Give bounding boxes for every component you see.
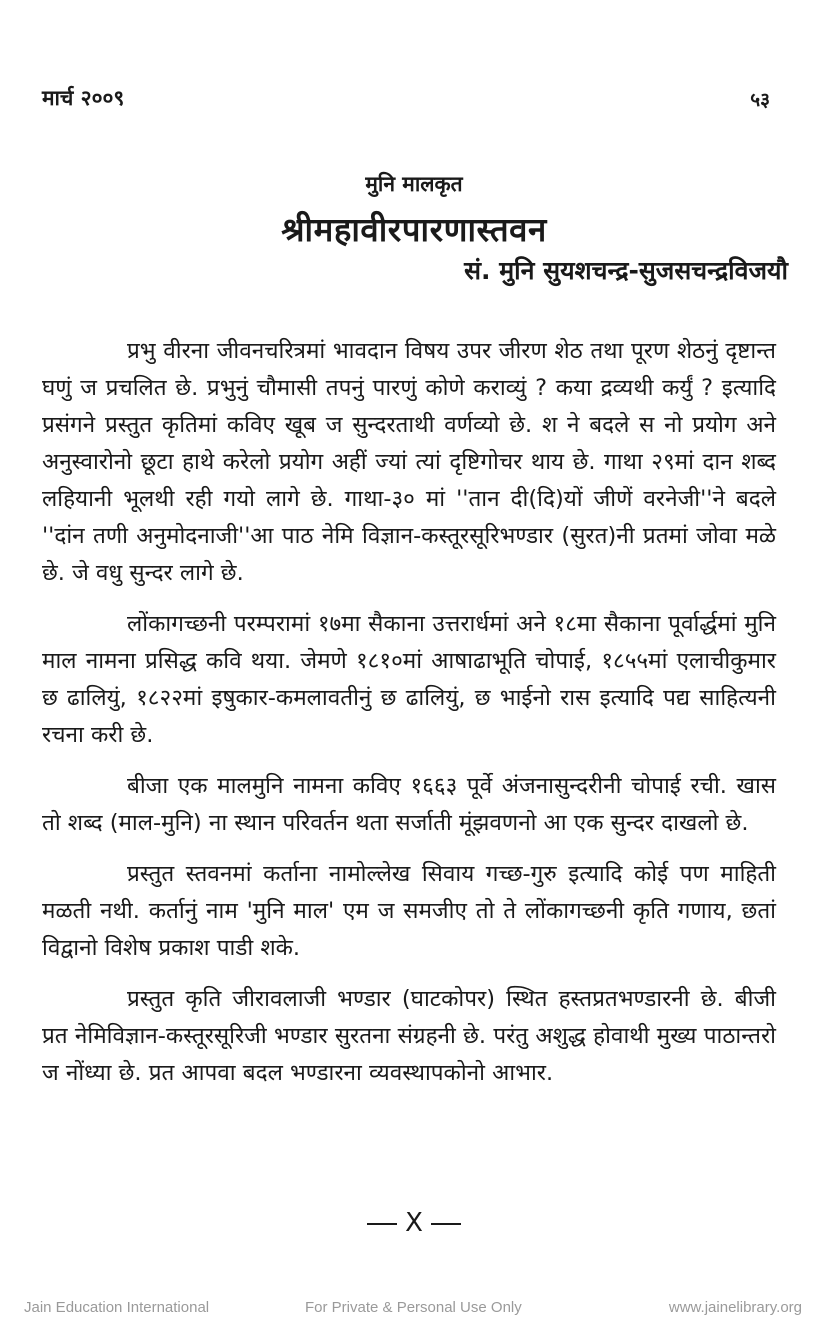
- page-header-date: मार्च २००९: [42, 86, 125, 110]
- paragraph: प्रभु वीरना जीवनचरित्रमां भावदान विषय उपर जीरण शेठ तथा पूरण शेठनुं दृष्टान्त घणुं ज प्रचलित छे. प्रभुनुं चौमासी तपनुं पारणुं कोणे कराव्युं ? कया द्रव्यथी कर्युं ? इत्यादि प्रसंगने प्रस्तुत कृतिमां कविए खूब ज सुन्दरताथी वर्णव्यो छे. श ने बदले स नो प्रयोग अने अनुस्वारोनो छूटा हाथे करेलो प्रयोग अहीं ज्यां त्यां दृष्टिगोचर थाय छे. गाथा २९मां दान शब्द लहियानी भूलथी रही गयो लागे छे. गाथा-३० मां ''तान दी(दि)यों जीणें वरनेजी''ने बदले ''दांन तणी अनुमोदनाजी''आ पाठ नेमि विज्ञान-कस्तूरसूरिभण्डार (सुरत)नी प्रतमां जोवा मळे छे. जे वधु सुन्दर लागे छे.: [42, 338, 776, 586]
- end-mark: [0, 1208, 828, 1238]
- paragraph: प्रस्तुत कृति जीरावलाजी भण्डार (घाटकोपर) स्थित हस्तप्रतभण्डारनी छे. बीजी प्रत नेमिविज्ञान-कस्तूरसूरिजी भण्डार सुरतना संग्रहनी छे. परंतु अशुद्ध होवाथी मुख्य पाठान्तरो ज नोंध्या छे. प्रत आपवा बदल भण्डारना व्यवस्थापकोनो आभार.: [42, 986, 776, 1086]
- end-mark-glyph: X: [405, 1208, 423, 1238]
- article-title: श्रीमहावीरपारणास्तवन: [281, 210, 547, 249]
- editors-line: सं. मुनि सुयशचन्द्र-सुजसचन्द्रविजयौ: [464, 256, 788, 285]
- article-body: [42, 333, 776, 1106]
- author-line: मुनि मालकृत: [365, 172, 463, 196]
- paragraph: प्रस्तुत स्तवनमां कर्ताना नामोल्लेख सिवाय गच्छ-गुरु इत्यादि कोई पण माहिती मळती नथी. कर्तानुं नाम 'मुनि माल' एम ज समजीए तो ते लोंकागच्छनी कृति गणाय, छतां विद्वानो विशेष प्रकाश पाडी शके.: [42, 861, 776, 961]
- divider-right: [431, 1223, 461, 1225]
- footer-usage-note: For Private & Personal Use Only: [305, 1299, 522, 1316]
- paragraph: बीजा एक मालमुनि नामना कविए १६६३ पूर्वे अंजनासुन्दरीनी चोपाई रची. खास तो शब्द (माल-मुनि) ना स्थान परिवर्तन थता सर्जाती मूंझवणनो आ एक सुन्दर दाखलो छे.: [42, 773, 776, 836]
- footer-website[interactable]: www.jainelibrary.org: [668, 1299, 802, 1316]
- paragraph: लोंकागच्छनी परम्परामां १७मा सैकाना उत्तरार्धमां अने १८मा सैकाना पूर्वार्द्धमां मुनि माल नामना प्रसिद्ध कवि थया. जेमणे १८१०मां आषाढाभूति चोपाई, १८५५मां एलाचीकुमार छ ढालियुं, १८२२मां इषुकार-कमलावतीनुं छ ढालियुं, छ भाईनो रास इत्यादि पद्य साहित्यनी रचना करी छे.: [42, 611, 776, 748]
- footer-publisher: Jain Education International: [24, 1299, 210, 1316]
- divider-left: [367, 1223, 397, 1225]
- page-number: ५३: [750, 89, 770, 111]
